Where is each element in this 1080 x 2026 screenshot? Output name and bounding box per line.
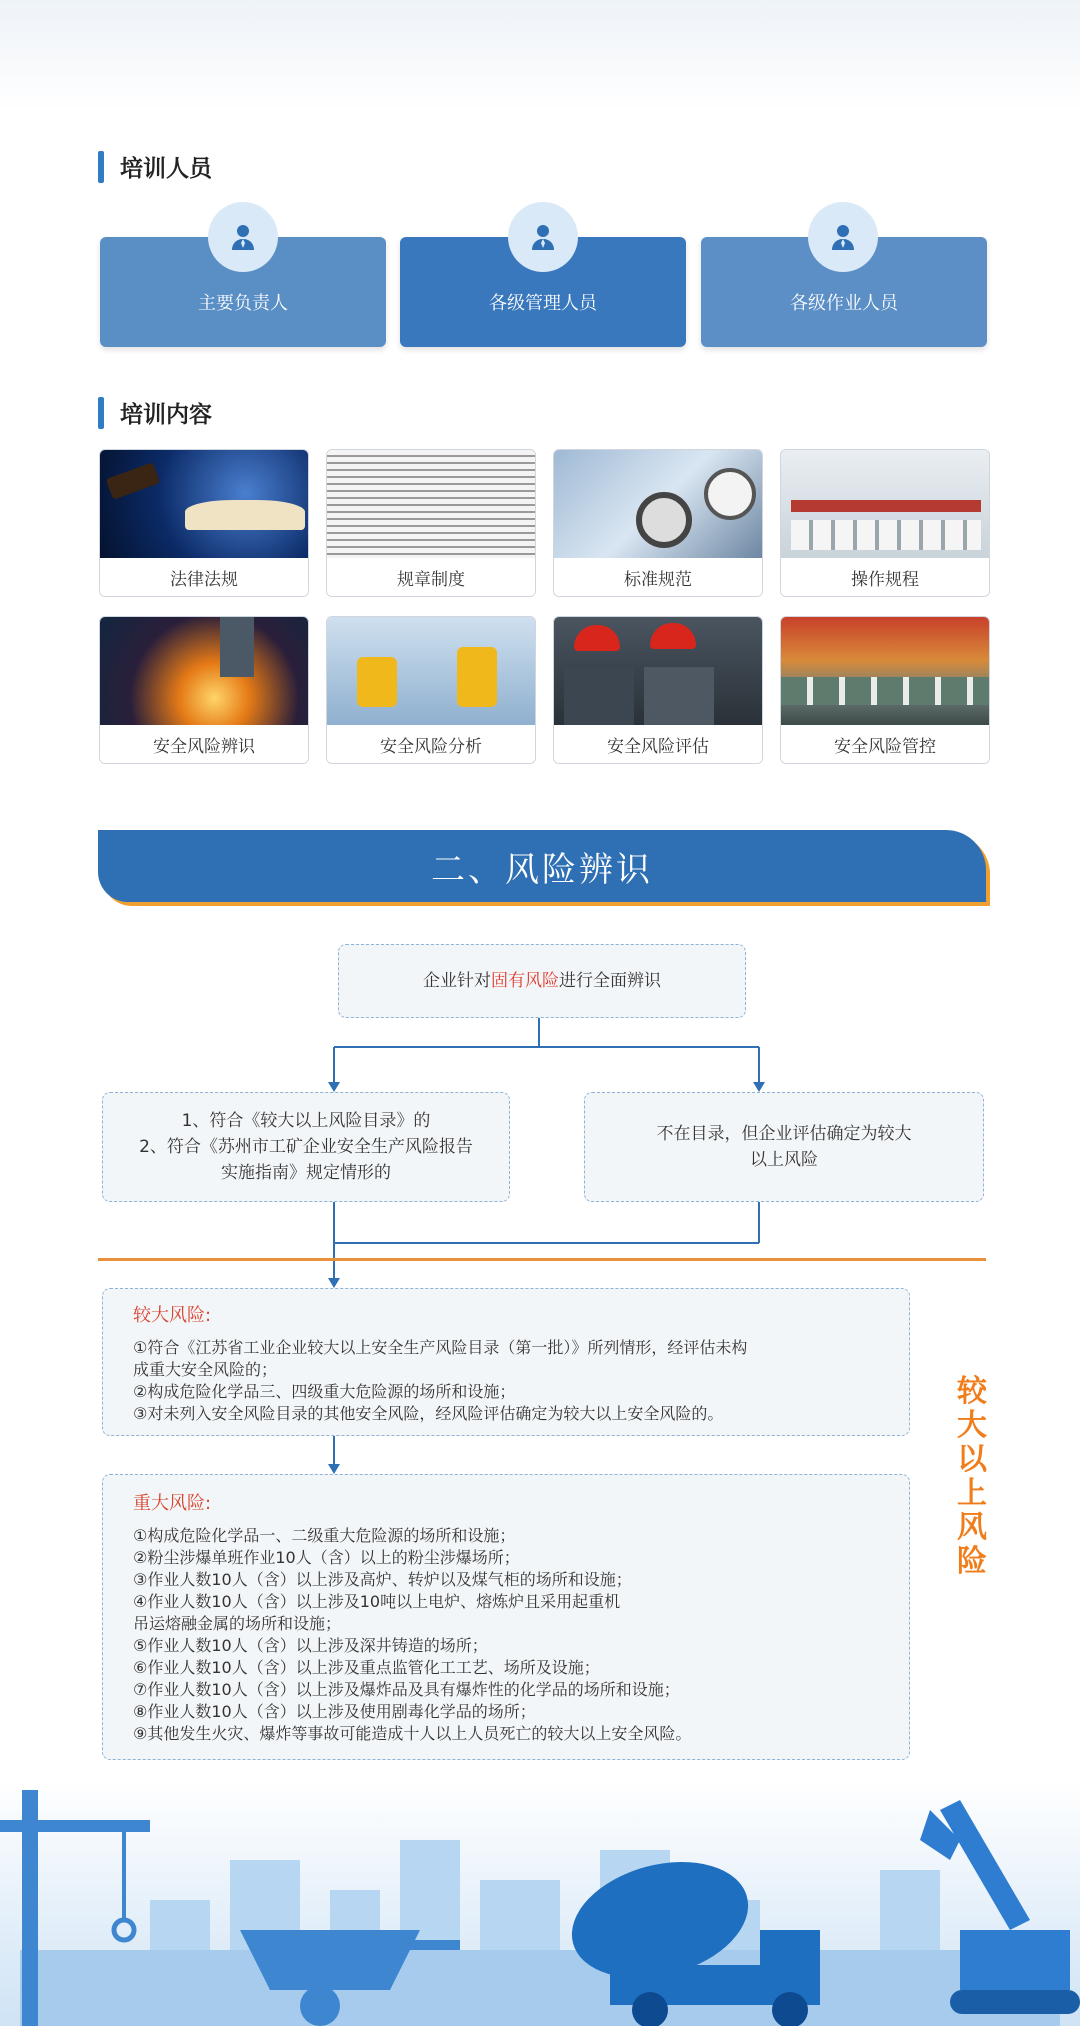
side-label-char: 大 bbox=[957, 1408, 987, 1443]
flow-branch-right bbox=[584, 1092, 984, 1202]
trainee-card-label: 各级作业人员 bbox=[790, 293, 898, 314]
major-risk-item: ①符合《江苏省工业企业较大以上安全生产风险目录（第一批）》所列情形，经评估未构 bbox=[133, 1338, 748, 1357]
tile-label: 操作规程 bbox=[781, 558, 989, 596]
major-risk-item: ②构成危险化学品三、四级重大危险源的场所和设施； bbox=[133, 1382, 516, 1401]
side-label-char: 上 bbox=[957, 1476, 987, 1511]
section-title-personnel: 培训人员 bbox=[120, 156, 212, 182]
side-label-char: 以 bbox=[957, 1442, 987, 1477]
severe-risk-title: 重大风险: bbox=[133, 1493, 212, 1514]
major-risk-title: 较大风险: bbox=[133, 1305, 212, 1326]
severe-risk-item: ⑨其他发生火灾、爆炸等事故可能造成十人以上人员死亡的较大以上安全风险。 bbox=[133, 1724, 692, 1743]
side-label-major-and-above bbox=[950, 1375, 994, 1579]
tile-label: 安全风险辨识 bbox=[100, 725, 308, 763]
tile-label: 安全风险分析 bbox=[327, 725, 535, 763]
severe-risk-item: 吊运熔融金属的场所和设施； bbox=[133, 1614, 342, 1633]
side-label-char: 较 bbox=[957, 1374, 987, 1409]
flow-left-line-3: 实施指南》规定情形的 bbox=[220, 1163, 391, 1183]
banner-title: 二、风险辨识 bbox=[431, 849, 653, 890]
tile-label: 安全风险评估 bbox=[554, 725, 762, 763]
flow-start-text bbox=[423, 968, 661, 994]
side-label-char: 风 bbox=[957, 1510, 987, 1545]
tile-label: 法律法规 bbox=[100, 558, 308, 596]
major-risk-item: 成重大安全风险的； bbox=[133, 1360, 278, 1379]
severe-risk-item: ⑤作业人数10人（含）以上涉及深井铸造的场所； bbox=[133, 1636, 488, 1655]
flow-start-box bbox=[338, 944, 746, 1018]
severe-risk-item: ④作业人数10人（含）以上涉及10吨以上电炉、熔炼炉且采用起重机 bbox=[133, 1592, 621, 1611]
flow-start-highlight: 固有风险 bbox=[491, 971, 559, 991]
severe-risk-list bbox=[133, 1525, 879, 1745]
section-title-content: 培训内容 bbox=[120, 402, 212, 428]
trainee-card-label: 主要负责人 bbox=[198, 293, 288, 314]
flow-right-line-2: 以上风险 bbox=[750, 1150, 818, 1170]
severe-risk-box bbox=[102, 1474, 910, 1760]
severe-risk-item: ③作业人数10人（含）以上涉及高炉、转炉以及煤气柜的场所和设施； bbox=[133, 1570, 632, 1589]
construction-skyline-illustration bbox=[0, 1780, 1080, 2026]
divider-top bbox=[98, 1258, 986, 1261]
flow-start-suffix: 进行全面辨识 bbox=[559, 971, 661, 991]
tile-label: 安全风险管控 bbox=[781, 725, 989, 763]
tile-label: 标准规范 bbox=[554, 558, 762, 596]
flow-left-line-2: 2、符合《苏州市工矿企业安全生产风险报告 bbox=[139, 1137, 473, 1157]
severe-risk-item: ⑦作业人数10人（含）以上涉及爆炸品及具有爆炸性的化学品的场所和设施； bbox=[133, 1680, 680, 1699]
trainee-card-label: 各级管理人员 bbox=[489, 293, 597, 314]
tile-label: 规章制度 bbox=[327, 558, 535, 596]
severe-risk-item: ⑥作业人数10人（含）以上涉及重点监管化工工艺、场所及设施； bbox=[133, 1658, 600, 1677]
side-label-char: 险 bbox=[957, 1544, 987, 1579]
severe-risk-item: ①构成危险化学品一、二级重大危险源的场所和设施； bbox=[133, 1526, 516, 1545]
flow-start-prefix: 企业针对 bbox=[423, 971, 491, 991]
flow-branch-left bbox=[102, 1092, 510, 1202]
flow-right-line-1: 不在目录，但企业评估确定为较大 bbox=[656, 1124, 912, 1144]
severe-risk-item: ⑧作业人数10人（含）以上涉及使用剧毒化学品的场所； bbox=[133, 1702, 536, 1721]
major-risk-box bbox=[102, 1288, 910, 1436]
severe-risk-item: ②粉尘涉爆单班作业10人（含）以上的粉尘涉爆场所； bbox=[133, 1548, 520, 1567]
major-risk-list bbox=[133, 1337, 879, 1425]
flow-left-line-1: 1、符合《较大以上风险目录》的 bbox=[181, 1111, 431, 1131]
major-risk-item: ③对未列入安全风险目录的其他安全风险，经风险评估确定为较大以上安全风险的。 bbox=[133, 1404, 724, 1423]
